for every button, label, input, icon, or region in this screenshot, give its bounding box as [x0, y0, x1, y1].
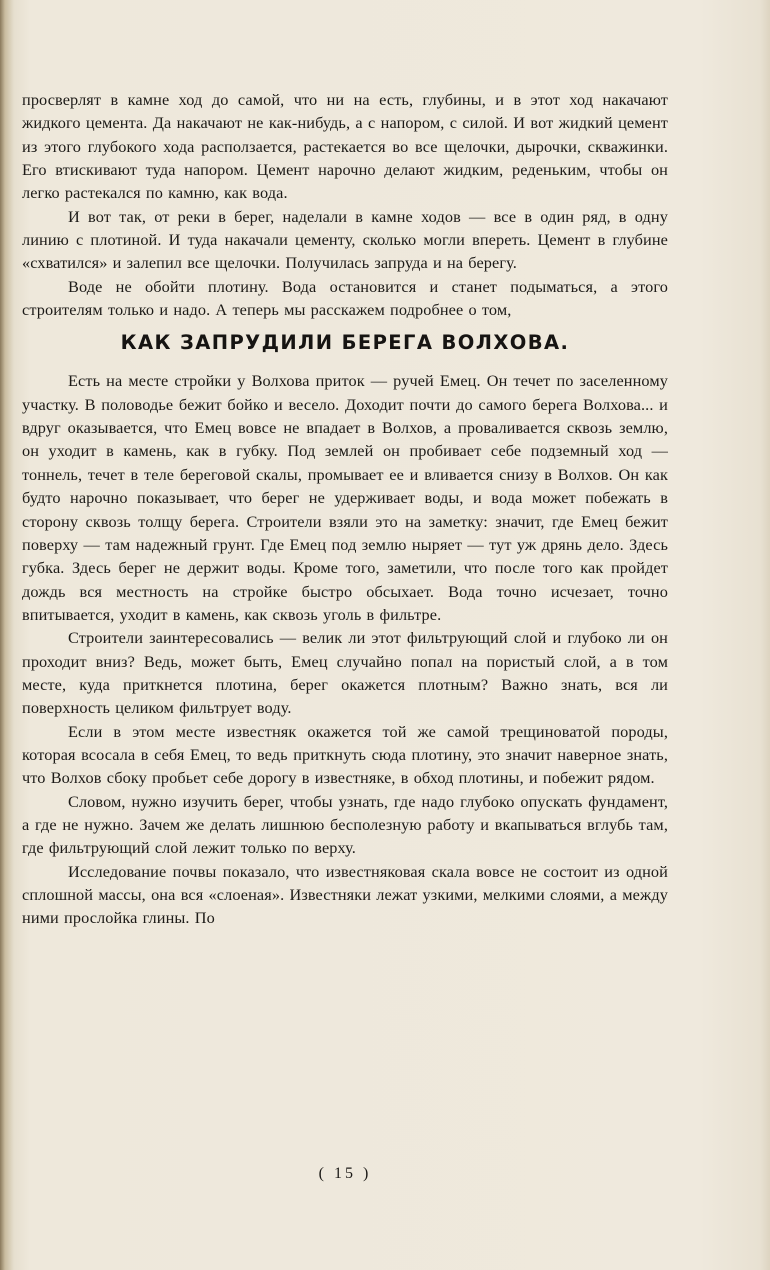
paragraph: И вот так, от реки в берег, наделали в камне ходов — все в один ряд, в одну линию с плотиной. И туда накачали цементу, сколько могли впереть. Цемент в глубине «схватился» и залепил все щелочки. Получилась запруда и на берегу. — [22, 206, 668, 273]
paragraph: Воде не обойти плотину. Вода остановится и станет подыматься, а этого строителям только и надо. А теперь мы расскажем подробнее о том, — [22, 276, 668, 320]
paragraph: Словом, нужно изучить берег, чтобы узнать, где надо глубоко опускать фундамент, а где не нужно. Зачем же делать лишнюю бесполезную работу и вкапываться вглубь там, где фильтрующий слой лежит только по верху. — [22, 791, 668, 858]
paragraph: Исследование почвы показало, что известняковая скала вовсе не состоит из одной сплошной массы, она вся «слоеная». Известняки лежат узкими, мелкими слоями, а между ними прослойка глины. По — [22, 861, 668, 928]
paragraph-continuation: просверлят в камне ход до самой, что ни на есть, глубины, и в этот ход накачают жидкого цемента. Да накачают не как-нибудь, а с напором, с силой. И вот жидкий цемент из этого глубокого хода расползается, растекается во все щелочки, дырочки, скважинки. Его втискивают туда напором. Цемент нарочно делают жидким, реденьким, чтобы он легко растекался по камню, как вода. — [22, 90, 668, 203]
text-block — [22, 88, 668, 930]
section-heading: КАК ЗАПРУДИЛИ БЕРЕГА ВОЛХОВА. — [120, 331, 570, 355]
page-number: ( 15 ) — [318, 1165, 372, 1182]
paragraph: Есть на месте стройки у Волхова приток — ручей Емец. Он течет по заселенному участку. В половодье бежит бойко и весело. Доходит почти до самого берега Волхова... и вдруг оказывается, что Емец вовсе не впадает в Волхов, а проваливается сквозь землю, он уходит в камень, как в губку. Под землей он пробивает себе подземный ход — тоннель, течет в теле береговой скалы, промывает ее и вливается снизу в Волхов. Он как будто нарочно показывает, что берег не удерживает воды, и вода может побежать в сторону сквозь толщу берега. Строители взяли это на заметку: значит, где Емец бежит поверху — там надежный грунт. Где Емец под землю ныряет — тут уж дрянь дело. Здесь губка. Здесь берег не держит воды. Кроме того, заметили, что после того как пройдет дождь вся местность на стройке быстро обсыхает. Вода точно исчезает, точно впитывается, уходит в камень, как сквозь уголь в фильтре. — [22, 371, 668, 624]
paragraph: Строители заинтересовались — велик ли этот фильтрующий слой и глубоко ли он проходит вниз? Ведь, может быть, Емец случайно попал на пористый слой, а в том месте, куда приткнется плотина, берег окажется плотным? Важно знать, вся ли поверхность целиком фильтрует воду. — [22, 628, 668, 718]
paragraph: Если в этом месте известняк окажется той же самой трещиноватой породы, которая всосала в себя Емец, то ведь приткнуть сюда плотину, это значит наверное знать, что Волхов сбоку пробьет себе дорогу в известняке, в обход плотины, и побежит рядом. — [22, 721, 668, 788]
